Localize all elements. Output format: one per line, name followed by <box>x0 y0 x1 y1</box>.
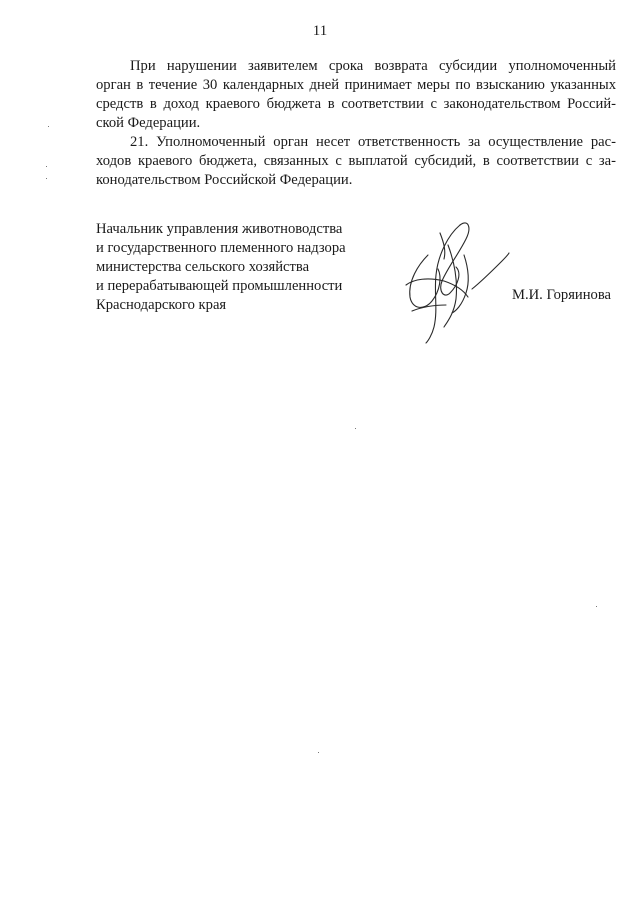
scan-speck <box>46 178 47 179</box>
paragraph-20-line: орган в течение 30 календарных дней принимает меры по взысканию указанных <box>96 77 616 93</box>
paragraph-20-line: ской Федерации. <box>96 115 201 131</box>
scan-speck <box>596 606 597 607</box>
scan-speck <box>355 428 356 429</box>
handwritten-signature <box>398 215 510 345</box>
scan-speck <box>318 752 319 753</box>
paragraph-21-line: конодательством Российской Федерации. <box>96 172 353 188</box>
signatory-name: М.И. Горяинова <box>512 287 612 303</box>
signatory-title-line: Краснодарского края <box>96 297 227 313</box>
paragraph-20-line: средств в доход краевого бюджета в соответствии с законодательством Россий- <box>96 96 616 112</box>
paragraph-20-line: При нарушении заявителем срока возврата субсидии уполномоченный <box>130 58 616 74</box>
page-number: 11 <box>312 23 328 39</box>
signatory-title <box>96 220 386 315</box>
signatory-title-line: Начальник управления животноводства <box>96 221 343 237</box>
paragraph-21-line: ходов краевого бюджета, связанных с выплатой субсидий, в соответствии с за- <box>96 153 616 169</box>
scan-speck <box>48 126 49 127</box>
signatory-title-line: и перерабатывающей промышленности <box>96 278 343 294</box>
scan-speck <box>46 166 47 167</box>
signatory-title-line: и государственного племенного надзора <box>96 240 346 256</box>
signatory-title-line: министерства сельского хозяйства <box>96 259 310 275</box>
paragraph-21-line: 21. Уполномоченный орган несет ответственность за осуществление рас- <box>130 134 616 150</box>
document-body <box>96 57 616 190</box>
